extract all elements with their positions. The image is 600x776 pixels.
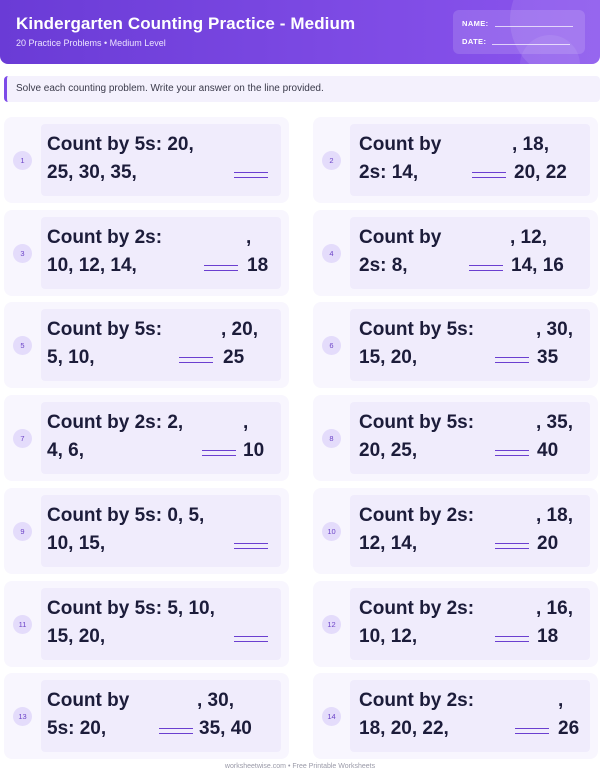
- problem-line-2: 15, 20,: [359, 347, 418, 368]
- instructions: Solve each counting problem. Write your answer on the line provided.: [4, 76, 600, 102]
- problem-card: [4, 581, 289, 667]
- problem-line-2: 18, 20, 22,: [359, 718, 449, 739]
- problem-line-2: 10, 15,: [47, 533, 106, 554]
- answer-blank[interactable]: [234, 543, 268, 549]
- problem-number: 11: [13, 615, 32, 634]
- problem-card: [313, 395, 598, 481]
- problem-body: [41, 588, 281, 660]
- date-field[interactable]: DATE:: [462, 37, 570, 46]
- problem-line-1-end: , 16,: [536, 598, 573, 619]
- answer-blank[interactable]: [495, 636, 529, 642]
- problem-line-2-end: 10: [243, 440, 265, 461]
- problem-body: [41, 124, 281, 196]
- name-field[interactable]: NAME:: [462, 19, 573, 28]
- problem-body: [41, 309, 281, 381]
- problem-line-1: Count by 5s: 5, 10,: [47, 598, 215, 619]
- problem-number: 13: [13, 707, 32, 726]
- problem-body: [350, 124, 590, 196]
- problem-card: [4, 210, 289, 296]
- problem-line-1: Count by 5s:: [359, 412, 475, 433]
- name-date-box: [453, 10, 585, 54]
- problem-number: 7: [13, 429, 32, 448]
- answer-blank[interactable]: [469, 265, 503, 271]
- answer-blank[interactable]: [495, 543, 529, 549]
- answer-blank[interactable]: [179, 357, 213, 363]
- problem-line-1-end: ,: [243, 412, 249, 433]
- problem-body: [41, 402, 281, 474]
- problem-line-2: 2s: 8,: [359, 255, 408, 276]
- problem-line-2-end: 18: [537, 626, 559, 647]
- problem-line-2-end: 14, 16: [511, 255, 564, 276]
- problem-line-2: 5s: 20,: [47, 718, 107, 739]
- problem-line-1-end: , 30,: [536, 319, 573, 340]
- problem-line-1-end: , 20,: [221, 319, 258, 340]
- problem-body: [41, 495, 281, 567]
- problem-number: 9: [13, 522, 32, 541]
- problem-line-1-end: , 18,: [512, 134, 549, 155]
- page-subtitle: 20 Practice Problems • Medium Level: [16, 38, 166, 48]
- answer-blank[interactable]: [159, 728, 193, 734]
- problem-body: [41, 217, 281, 289]
- problem-card: [313, 302, 598, 388]
- answer-blank[interactable]: [234, 636, 268, 642]
- problem-number: 2: [322, 151, 341, 170]
- problem-number: 14: [322, 707, 341, 726]
- problem-line-2: 4, 6,: [47, 440, 84, 461]
- problem-line-2: 25, 30, 35,: [47, 162, 137, 183]
- problem-body: [350, 402, 590, 474]
- problem-line-2-end: 20, 22: [514, 162, 567, 183]
- problem-line-2: 5, 10,: [47, 347, 95, 368]
- problem-line-1: Count by: [359, 134, 442, 155]
- problem-number: 6: [322, 336, 341, 355]
- page-title: Kindergarten Counting Practice - Medium: [16, 14, 356, 33]
- answer-blank[interactable]: [495, 357, 529, 363]
- problem-number: 4: [322, 244, 341, 263]
- problem-line-1: Count by 2s:: [47, 227, 163, 248]
- problem-card: [313, 117, 598, 203]
- problem-number: 10: [322, 522, 341, 541]
- problem-line-2: 10, 12,: [359, 626, 418, 647]
- answer-blank[interactable]: [202, 450, 236, 456]
- answer-blank[interactable]: [515, 728, 549, 734]
- worksheet-header: [0, 0, 600, 64]
- problem-line-2-end: 18: [247, 255, 269, 276]
- problem-line-1-end: , 18,: [536, 505, 573, 526]
- problem-line-1: Count by 5s:: [47, 319, 163, 340]
- problem-body: [350, 588, 590, 660]
- problem-card: [4, 673, 289, 759]
- answer-blank[interactable]: [204, 265, 238, 271]
- problem-line-2: 10, 12, 14,: [47, 255, 137, 276]
- problem-line-2-end: 20: [537, 533, 559, 554]
- page-footer: worksheetwise.com • Free Printable Worksheets: [224, 763, 376, 770]
- problem-line-2: 15, 20,: [47, 626, 106, 647]
- answer-blank[interactable]: [234, 172, 268, 178]
- problem-card: [4, 488, 289, 574]
- problem-line-1-end: ,: [558, 690, 564, 711]
- problem-body: [350, 680, 590, 752]
- problem-card: [313, 581, 598, 667]
- problem-card: [313, 488, 598, 574]
- problem-card: [4, 395, 289, 481]
- problem-card: [4, 302, 289, 388]
- problem-line-1-end: , 12,: [510, 227, 547, 248]
- problem-body: [41, 680, 281, 752]
- problem-line-1: Count by 2s:: [359, 690, 475, 711]
- problem-line-2-end: 25: [223, 347, 245, 368]
- problem-card: [4, 117, 289, 203]
- problem-number: 3: [13, 244, 32, 263]
- problem-number: 8: [322, 429, 341, 448]
- answer-blank[interactable]: [495, 450, 529, 456]
- problem-line-2-end: 35, 40: [199, 718, 252, 739]
- problem-body: [350, 495, 590, 567]
- problem-line-1: Count by 2s:: [359, 598, 475, 619]
- problem-line-1: Count by 5s:: [359, 319, 475, 340]
- problem-card: [313, 673, 598, 759]
- problem-line-1: Count by: [47, 690, 130, 711]
- problem-line-2-end: 40: [537, 440, 559, 461]
- problem-number: 5: [13, 336, 32, 355]
- problem-card: [313, 210, 598, 296]
- problem-line-2-end: 26: [558, 718, 580, 739]
- problem-line-1: Count by: [359, 227, 442, 248]
- answer-blank[interactable]: [472, 172, 506, 178]
- problem-line-1-end: , 30,: [197, 690, 234, 711]
- problem-line-1: Count by 2s: 2,: [47, 412, 184, 433]
- problem-line-1-end: ,: [246, 227, 252, 248]
- problem-line-2: 2s: 14,: [359, 162, 419, 183]
- problem-line-2-end: 35: [537, 347, 559, 368]
- problem-line-1-end: , 35,: [536, 412, 573, 433]
- problem-number: 12: [322, 615, 341, 634]
- problem-line-1: Count by 2s:: [359, 505, 475, 526]
- problem-line-1: Count by 5s: 0, 5,: [47, 505, 205, 526]
- problem-number: 1: [13, 151, 32, 170]
- problem-body: [350, 309, 590, 381]
- problem-body: [350, 217, 590, 289]
- problem-line-2: 20, 25,: [359, 440, 418, 461]
- problem-line-1: Count by 5s: 20,: [47, 134, 194, 155]
- problem-line-2: 12, 14,: [359, 533, 418, 554]
